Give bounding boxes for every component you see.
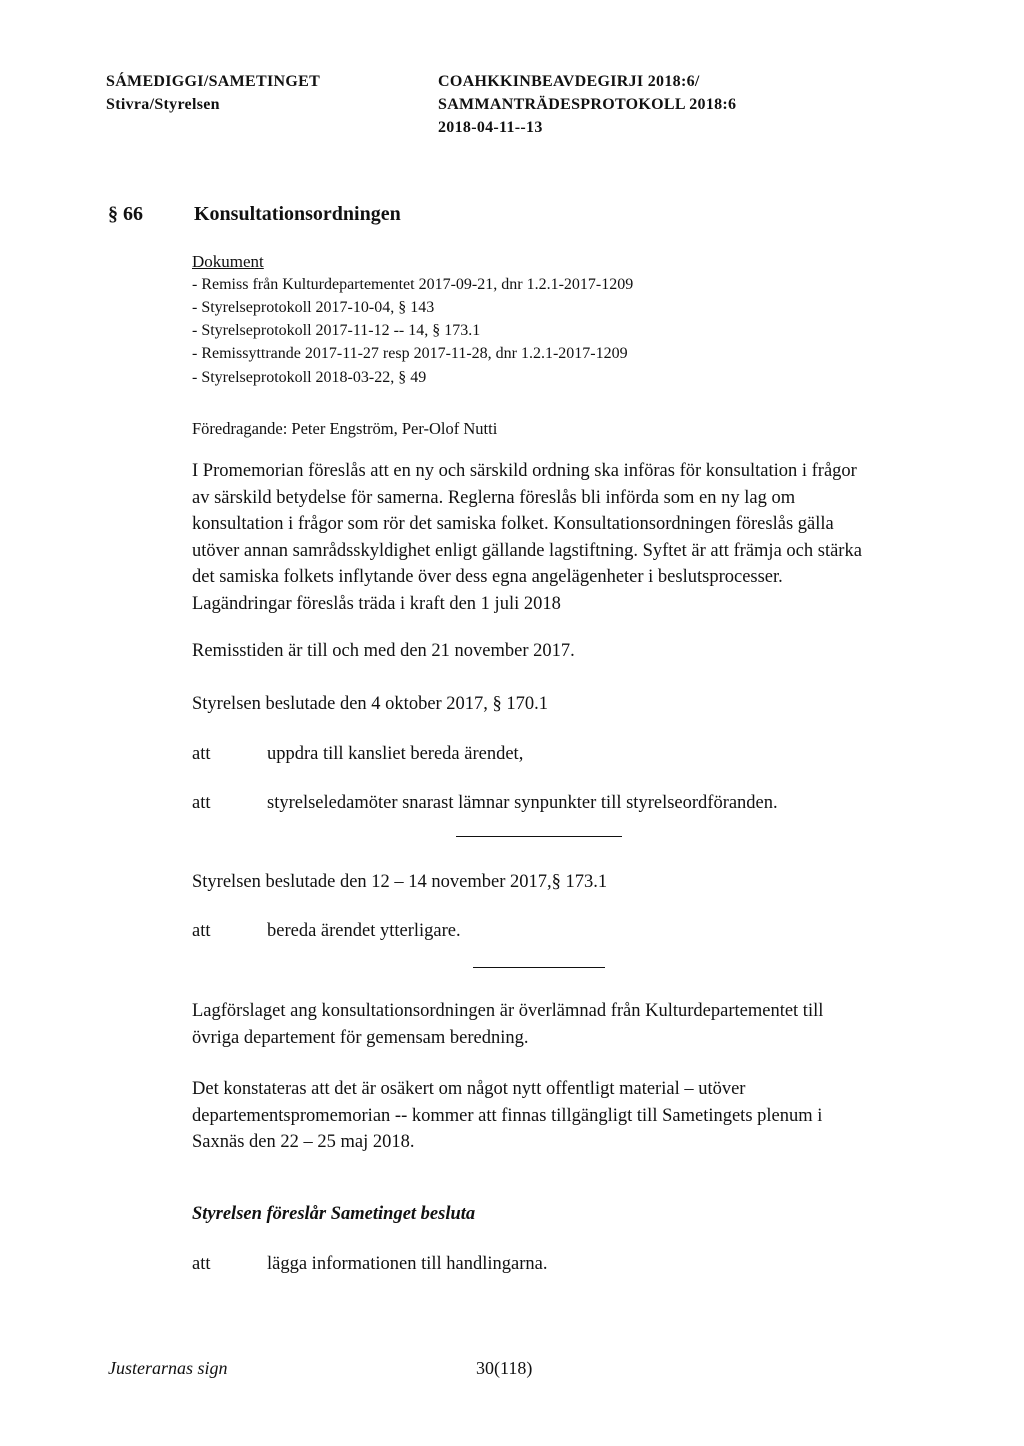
documents-label: Dokument [192,252,264,271]
paragraph-line: det samiska folkets inflytande över dess egna angelägenheter i beslutsprocesser. [192,567,783,587]
document-item: - Styrelseprotokoll 2017-11-12 -- 14, § 173.1 [192,322,481,339]
decision-heading: Styrelsen beslutade den 4 oktober 2017, § 170.1 [192,694,549,714]
proposal-heading: Styrelsen föreslår Sametinget besluta [192,1204,476,1224]
document-item: - Styrelseprotokoll 2018-03-22, § 49 [192,369,427,386]
lagforslag-paragraph [192,998,823,1051]
paragraph-line: utöver annan samrådsskyldighet enligt gällande lagstiftning. Syftet är att främja och stärka [192,540,862,561]
org-name: SÁMEDIGGI/SAMETINGET [106,73,321,90]
proposal-text: lägga informationen till handlingarna. [267,1254,548,1274]
paragraph-line: Lagändringar föreslås träda i kraft den 1 juli 2018 [192,593,561,614]
separator-rule [473,967,605,968]
paragraph-line: I Promemorian föreslås att en ny och särskild ordning ska införas för konsultation i frågor [192,461,857,481]
intro-paragraph [192,458,862,617]
doc-number: COAHKKINBEAVDEGIRJI 2018:6/ [438,73,700,90]
att-keyword: att [192,1254,211,1274]
paragraph-line: Lagförslaget ang konsultationsordningen är överlämnad från Kulturdepartementet till [192,1001,824,1021]
decision-heading: Styrelsen beslutade den 12 – 14 november 2017,§ 173.1 [192,872,608,892]
paragraph-line: övriga departement för gemensam beredning. [192,1027,529,1048]
att-keyword: att [192,921,211,941]
page-number: 30(118) [476,1358,533,1378]
paragraph-line: Saxnäs den 22 – 25 maj 2018. [192,1132,415,1152]
decision-item [192,921,892,947]
decision-text: styrelseledamöter snarast lämnar synpunkter till styrelseordföranden. [267,793,778,813]
att-keyword: att [192,744,211,764]
paragraph-line: konsultation i frågor som rör det samiska folket. Konsultationsordningen föreslås gälla [192,514,834,534]
document-item: - Styrelseprotokoll 2017-10-04, § 143 [192,299,435,316]
org-board: Stivra/Styrelsen [106,96,220,113]
separator-rule [456,836,622,837]
document-item: - Remiss från Kulturdepartementet 2017-09-21, dnr 1.2.1-2017-1209 [192,276,634,293]
doc-date: 2018-04-11--13 [438,119,543,136]
att-keyword: att [192,793,211,813]
decision-text: uppdra till kansliet bereda ärendet, [267,744,524,764]
proposal-item [192,1254,892,1280]
presenters: Föredragande: Peter Engström, Per-Olof Nutti [192,419,498,438]
paragraph-line: Det konstateras att det är osäkert om något nytt offentligt material – utöver [192,1079,746,1099]
paragraph-line: av särskild betydelse för samerna. Reglerna föreslås bli införda som en ny lag om [192,487,796,508]
remiss-deadline: Remisstiden är till och med den 21 november 2017. [192,641,575,661]
decision-item [192,744,892,770]
document-item: - Remissyttrande 2017-11-27 resp 2017-11-28, dnr 1.2.1-2017-1209 [192,345,628,362]
section-title: Konsultationsordningen [194,203,401,225]
decision-text: bereda ärendet ytterligare. [267,921,461,941]
section-number: § 66 [108,203,143,225]
konstateras-paragraph [192,1076,822,1156]
decision-item [192,793,892,819]
signature-label: Justerarnas sign [108,1358,228,1378]
paragraph-line: departementspromemorian -- kommer att finnas tillgängligt till Sametingets plenum i [192,1105,823,1126]
doc-protocol: SAMMANTRÄDESPROTOKOLL 2018:6 [438,96,737,113]
